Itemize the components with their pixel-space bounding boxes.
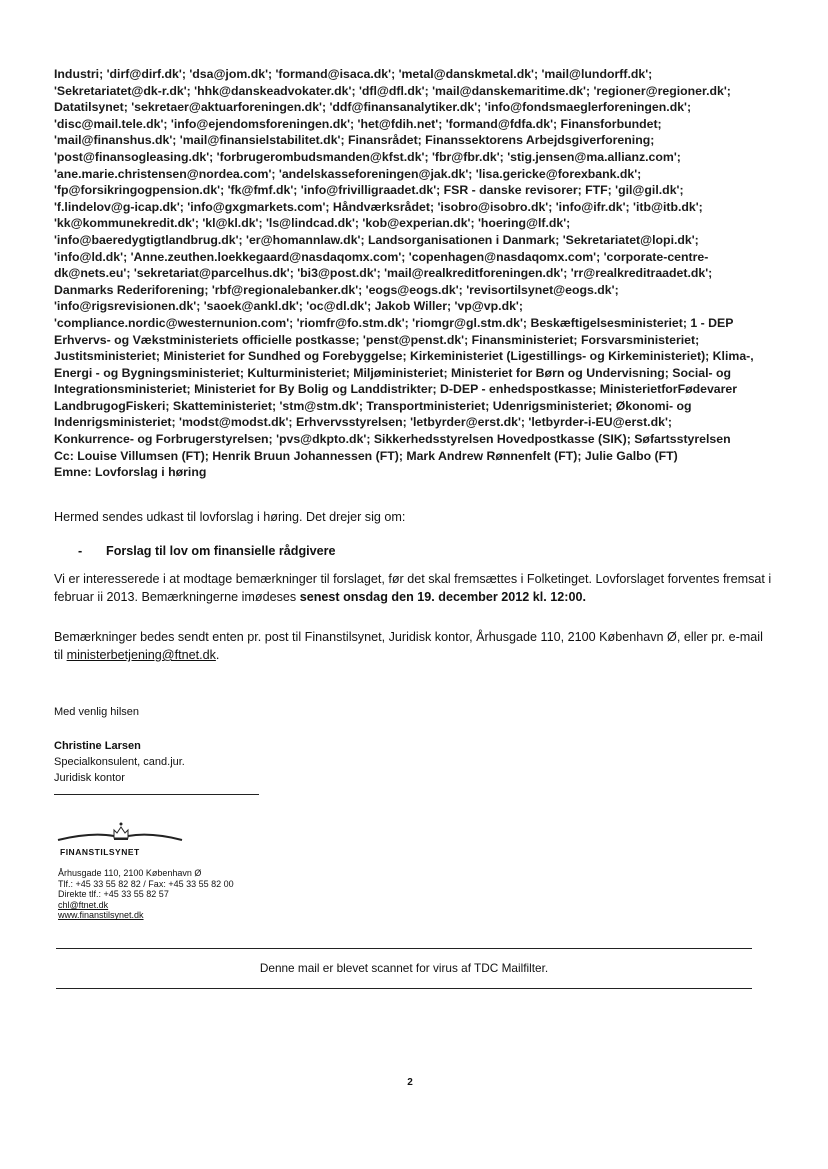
- bullet-item: [78, 544, 336, 558]
- contact-email-link[interactable]: chl@ftnet.dk: [58, 899, 109, 910]
- recipient-line: 'info@rigsrevisionen.dk'; 'saoek@ankl.dk'; 'oc@dl.dk'; Jakob Willer; 'vp@vp.dk';: [54, 299, 523, 314]
- recipient-line: Energi - og Bygningsministeriet; Kulturministeriet; Miljøministeriet; Ministeriet for Børn og Undervisning; Social- og: [54, 365, 732, 380]
- submission-text: Bemærkninger bedes sendt enten pr. post til Finanstilsynet, Juridisk kontor, Århusgade 110, 2100 København Ø, eller pr. e-mail til: [54, 630, 763, 662]
- recipient-line: Industri; 'dirf@dirf.dk'; 'dsa@jom.dk'; 'formand@isaca.dk'; 'metal@danskmetal.dk'; 'mail@lundorff.dk';: [54, 67, 653, 81]
- signer-title: Specialkonsulent, cand.jur.: [54, 756, 185, 768]
- submission-paragraph: [54, 628, 774, 664]
- intro-text: Hermed sendes udkast til lovforslag i høring. Det drejer sig om:: [54, 510, 406, 524]
- recipient-line: Integrationsministeriet; Ministeriet for By Bolig og Landdistrikter; D-DEP - enhedspostkasse; MinisterietforFødevarer: [54, 382, 738, 397]
- recipient-line: 'disc@mail.tele.dk'; 'info@ejendomsforeningen.dk'; 'het@fdih.net'; 'formand@fdfa.dk'; Finansforbundet;: [54, 116, 662, 131]
- recipient-line: 'mail@finanshus.dk'; 'mail@finansielstabilitet.dk'; Finansrådet; Finanssektorens Arbejdsgiverforening;: [54, 133, 655, 148]
- bullet-text: Forslag til lov om finansielle rådgivere: [106, 544, 336, 558]
- recipient-line: 'post@finansogleasing.dk'; 'forbrugerombudsmanden@kfst.dk'; 'fbr@fbr.dk'; 'stig.jensen@ma.allianz.com';: [54, 149, 681, 164]
- recipient-line: 'kk@kommunekredit.dk'; 'kl@kl.dk'; 'ls@lindcad.dk'; 'kob@experian.dk'; 'hoering@lf.dk';: [54, 216, 571, 231]
- recipient-line: 'f.lindelov@g-icap.dk'; 'info@gxgmarkets.com'; Håndværksrådet; 'isobro@isobro.dk'; 'info@ifr.dk'; 'itb@itb.dk';: [54, 199, 703, 214]
- recipient-line: 'info@baeredygtigtlandbrug.dk'; 'er@homannlaw.dk'; Landsorganisationen i Danmark; 'Sekretariatet@lopi.dk';: [54, 232, 699, 247]
- submission-email-link[interactable]: ministerbetjening@ftnet.dk: [66, 648, 216, 662]
- subject-label: Emne:: [54, 465, 92, 480]
- virus-scan-notice: Denne mail er blevet scannet for virus af TDC Mailfilter.: [259, 961, 549, 975]
- signature-block: [54, 738, 185, 786]
- contact-block: [58, 868, 234, 921]
- deadline-text: Vi er interesserede i at modtage bemærkninger til forslaget, før det skal fremsættes i Folketinget. Lovforslaget forventes fremsat i februar ii 2013. Bemærkningerne imødeses: [54, 572, 772, 604]
- address: Århusgade 110, 2100 København Ø: [58, 868, 202, 878]
- recipient-line: Justitsministeriet; Ministeriet for Sundhed og Forebyggelse; Kirkeministeriet (Ligestillings- og Kirkeministeriet); Klima-,: [54, 349, 754, 364]
- recipient-line: 'compliance.nordic@westernunion.com'; 'riomfr@fo.stm.dk'; 'riomgr@gl.stm.dk'; Beskæftigelsesministeriet; 1 - DEP: [54, 315, 734, 330]
- subject-line: [54, 464, 754, 481]
- recipient-line: 'info@ld.dk'; 'Anne.zeuthen.loekkegaard@nasdaqomx.com'; 'copenhagen@nasdaqomx.com'; 'corporate-centre-: [54, 249, 709, 264]
- divider: [56, 948, 752, 949]
- recipient-line: 'fp@forsikringogpension.dk'; 'fk@fmf.dk'; 'info@frivilligraadet.dk'; FSR - danske revisorer; FTF; 'gil@gil.dk';: [54, 183, 684, 198]
- website-link[interactable]: www.finanstilsynet.dk: [58, 910, 144, 921]
- deadline-paragraph: [54, 570, 774, 606]
- cc-line: [54, 448, 754, 465]
- subject-value: Lovforslag i høring: [95, 465, 207, 480]
- recipient-line: Danmarks Rederiforening; 'rbf@regionalebanker.dk'; 'eogs@eogs.dk'; 'revisortilsynet@eogs.dk';: [54, 282, 619, 297]
- divider: [56, 988, 752, 989]
- signature-divider: [54, 794, 259, 795]
- closing: Med venlig hilsen: [54, 706, 139, 718]
- page-number: 2: [407, 1077, 413, 1088]
- direct-phone: Direkte tlf.: +45 33 55 82 57: [58, 889, 169, 900]
- cc-value: Louise Villumsen (FT); Henrik Bruun Johannessen (FT); Mark Andrew Rønnenfelt (FT); Julie Galbo (FT): [77, 448, 678, 463]
- signer-department: Juridisk kontor: [54, 772, 125, 784]
- recipient-line: Erhvervs- og Vækstministeriets officielle postkasse; 'penst@penst.dk'; Finansministeriet; Forsvarsministeriet;: [54, 332, 700, 347]
- submission-end: .: [215, 648, 220, 662]
- logo-wordmark: FINANSTILSYNET: [60, 847, 140, 857]
- recipient-line: 'Sekretariatet@dk-r.dk'; 'hhk@danskeadvokater.dk'; 'dfl@dfl.dk'; 'mail@danskemaritime.dk'; 'regioner@regioner.dk';: [54, 83, 731, 98]
- bullet-dash: -: [78, 544, 83, 558]
- recipient-line: Konkurrence- og Forbrugerstyrelsen; 'pvs@dkpto.dk'; Sikkerhedsstyrelsen Hovedpostkasse (SIK); Søfartsstyrelsen: [54, 432, 731, 447]
- deadline-date: senest onsdag den 19. december 2012 kl. 12:00.: [299, 590, 587, 604]
- recipient-line: Indenrigsministeriet; 'modst@modst.dk'; Erhvervsstyrelsen; 'letbyrder@erst.dk'; 'letbyrder-i-EU@erst.dk';: [54, 415, 672, 430]
- signer-name: Christine Larsen: [54, 740, 141, 752]
- recipient-line: Datatilsynet; 'sekretaer@aktuarforeningen.dk'; 'ddf@finansanalytiker.dk'; 'info@fondsmaeglerforeningen.dk';: [54, 100, 692, 115]
- recipients-block: [54, 66, 754, 481]
- phone-fax: Tlf.: +45 33 55 82 82 / Fax: +45 33 55 82 00: [58, 878, 234, 889]
- recipient-line: 'ane.marie.christensen@nordea.com'; 'andelskasseforeningen@jak.dk'; 'lisa.gericke@forexbank.dk';: [54, 166, 642, 181]
- cc-label: Cc:: [54, 448, 74, 463]
- recipient-line: dk@nets.eu'; 'sekretariat@parcelhus.dk'; 'bi3@post.dk'; 'mail@realkreditforeningen.dk'; 'rr@realkreditraadet.dk';: [54, 266, 713, 281]
- recipient-line: LandbrugogFiskeri; Skatteministeriet; 'stm@stm.dk'; Transportministeriet; Udenrigsministeriet; Økonomi- og: [54, 398, 692, 413]
